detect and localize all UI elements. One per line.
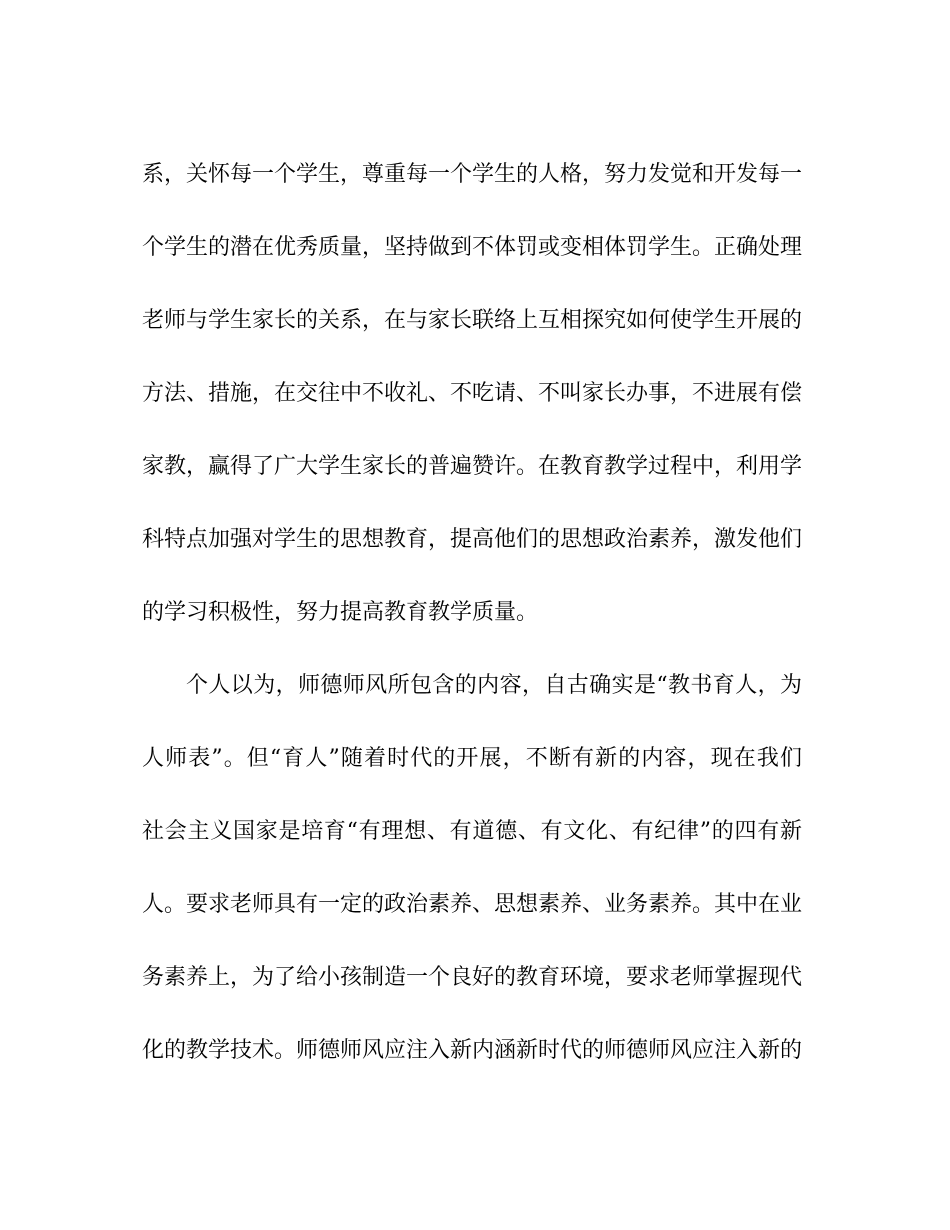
text-line-13: 化的教学技术。师德师风应注入新内涵新时代的师德师风应注入新的: [142, 1038, 802, 1063]
text-line-10: 社会主义国家是培育“有理想、有道德、有文化、有纪律”的四有新: [142, 819, 802, 844]
text-line-6: 科特点加强对学生的思想教育，提高他们的思想政治素养，激发他们: [142, 527, 802, 552]
text-line-3: 老师与学生家长的关系，在与家长联络上互相探究如何使学生开展的: [142, 308, 802, 333]
text-line-5: 家教，赢得了广大学生家长的普遍赞许。在教育教学过程中，利用学: [142, 454, 802, 479]
text-line-7: 的学习积极性，努力提高教育教学质量。: [142, 600, 539, 625]
text-line-11: 人。要求老师具有一定的政治素养、思想素养、业务素养。其中在业: [142, 892, 802, 917]
body-text: [142, 138, 802, 1087]
text-line-12: 务素养上，为了给小孩制造一个良好的教育环境，要求老师掌握现代: [142, 965, 802, 990]
text-line-9: 人师表”。但“育人”随着时代的开展，不断有新的内容，现在我们: [142, 746, 802, 771]
text-line-4: 方法、措施，在交往中不收礼、不吃请、不叫家长办事，不进展有偿: [142, 381, 802, 406]
text-line-2: 个学生的潜在优秀质量，坚持做到不体罚或变相体罚学生。正确处理: [142, 235, 802, 260]
text-line-8: 个人以为，师德师风所包含的内容，自古确实是“教书育人，为: [186, 673, 802, 698]
text-line-1: 系，关怀每一个学生，尊重每一个学生的人格，努力发觉和开发每一: [142, 162, 802, 187]
